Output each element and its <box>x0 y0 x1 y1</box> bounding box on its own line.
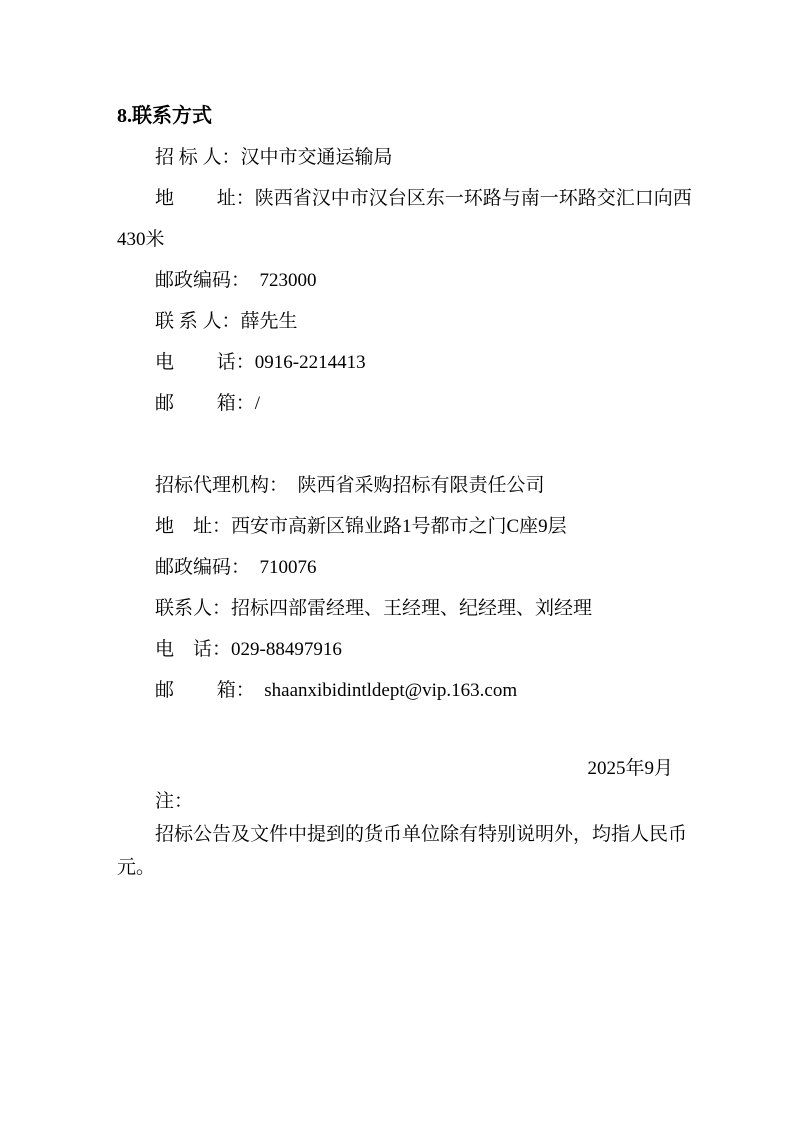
tenderer-address-line-1: 地 址：陕西省汉中市汉台区东一环路与南一环路交汇口向西 <box>155 188 692 209</box>
agency-postal-code-line: 邮政编码： 710076 <box>155 557 317 578</box>
blank-line <box>117 711 673 752</box>
document-page <box>117 96 692 884</box>
tenderer-phone-line: 电 话：0916-2214413 <box>155 352 366 373</box>
tenderer-postal-code-line: 邮政编码： 723000 <box>155 270 317 291</box>
note-text-line-2: 元。 <box>117 857 156 878</box>
tenderer-address-line-2: 430米 <box>117 229 165 250</box>
date-line: 2025年9月 <box>587 758 673 779</box>
tenderer-email-line: 邮 箱：/ <box>155 393 261 414</box>
section-heading: 8.联系方式 <box>117 105 212 127</box>
note-label: 注： <box>155 791 194 812</box>
blank-line <box>117 424 673 465</box>
agency-contact-person-line: 联系人：招标四部雷经理、王经理、纪经理、刘经理 <box>155 598 593 619</box>
agency-name-line: 招标代理机构： 陕西省采购招标有限责任公司 <box>155 475 545 496</box>
agency-phone-line: 电 话：029-88497916 <box>155 639 342 660</box>
tenderer-name-line: 招 标 人：汉中市交通运输局 <box>155 147 393 168</box>
agency-email-line: 邮 箱： shaanxibidintldept@vip.163.com <box>155 680 518 701</box>
note-text-line-1: 招标公告及文件中提到的货币单位除有特别说明外，均指人民币 <box>155 824 688 845</box>
tenderer-contact-person-line: 联 系 人：薛先生 <box>155 311 298 332</box>
agency-address-line: 地 址：西安市高新区锦业路1号都市之门C座9层 <box>155 516 567 537</box>
